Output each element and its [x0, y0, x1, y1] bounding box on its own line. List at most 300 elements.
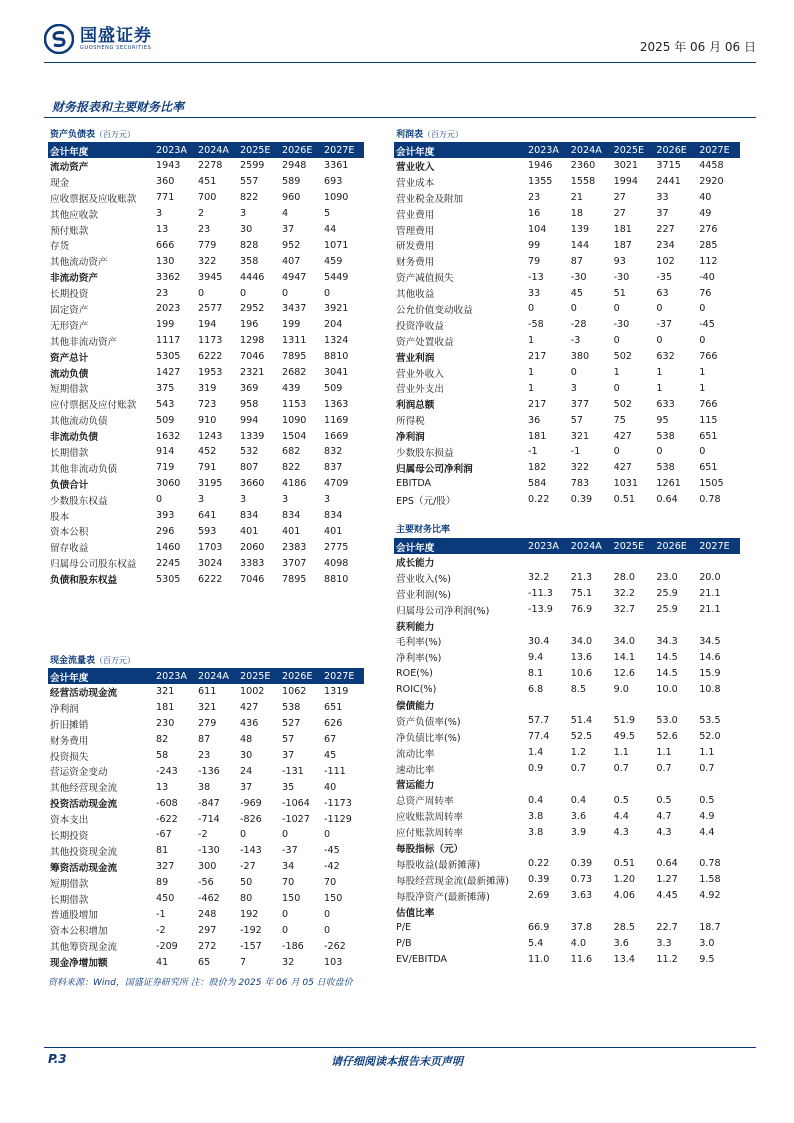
row-value: 651	[699, 430, 718, 442]
table-title	[394, 127, 740, 143]
row-value: 682	[282, 446, 301, 458]
row-value: 1	[528, 382, 535, 394]
row-value: 1.1	[656, 747, 672, 759]
table-row	[48, 158, 364, 174]
table-row	[48, 349, 364, 365]
row-label: 长期投资	[50, 830, 89, 842]
row-value: 81	[156, 845, 169, 857]
row-label: EBITDA	[396, 478, 432, 490]
row-value: 3041	[324, 367, 349, 379]
row-value: 401	[324, 525, 343, 537]
row-value: 27	[613, 208, 626, 220]
row-value: -13	[528, 271, 544, 283]
row-value: 1363	[324, 398, 349, 410]
row-label: 归属母公司股东权益	[50, 559, 137, 571]
row-value: 57	[282, 734, 295, 746]
row-value: 199	[156, 319, 175, 331]
row-value: 21.1	[699, 588, 721, 600]
table-unit: （百万元）	[423, 130, 464, 139]
header-year-cell: 2027E	[699, 145, 730, 156]
row-value: 32.7	[613, 604, 635, 616]
row-value: 22.7	[656, 921, 678, 933]
row-value: -111	[324, 765, 346, 777]
row-value: 13	[156, 781, 169, 793]
row-value: 832	[324, 446, 343, 458]
row-value: -131	[282, 765, 304, 777]
table-row	[394, 935, 740, 951]
row-value: 28.5	[613, 921, 635, 933]
table-row	[48, 795, 364, 811]
row-value: 204	[324, 319, 343, 331]
row-value: 21.1	[699, 604, 721, 616]
row-label: 其他收益	[396, 289, 435, 301]
row-label: 负债合计	[50, 479, 89, 491]
row-value: 632	[656, 351, 675, 363]
row-value: 2682	[282, 367, 307, 379]
row-value: 2383	[282, 541, 307, 553]
row-value: 380	[570, 351, 590, 363]
table-row	[394, 872, 740, 888]
row-value: 4458	[699, 160, 724, 172]
table-row	[394, 222, 740, 238]
row-value: 45	[324, 750, 337, 761]
row-label: 其他流动资产	[50, 257, 108, 269]
row-value: 3.63	[570, 890, 593, 902]
table-row	[394, 665, 740, 681]
row-label: 应收票据及应收账款	[50, 193, 137, 205]
table-row	[48, 237, 364, 253]
row-value: -45	[699, 319, 715, 331]
row-value: 5	[324, 208, 331, 220]
row-label: 预付账款	[50, 225, 89, 237]
table-row	[48, 317, 364, 333]
table-row	[394, 808, 740, 824]
table-row	[48, 333, 364, 349]
row-value: 1.2	[570, 747, 587, 759]
row-value: 7895	[282, 351, 307, 363]
table-row	[48, 539, 364, 555]
row-value: 509	[156, 414, 175, 426]
row-value: 192	[240, 908, 259, 920]
table-row	[394, 856, 740, 872]
row-label: 财务费用	[50, 735, 89, 747]
row-value: 994	[240, 414, 259, 426]
row-label: 流动资产	[50, 161, 89, 173]
row-value: 296	[156, 525, 175, 537]
row-value: 12.6	[613, 667, 635, 679]
table-row	[394, 761, 740, 777]
row-value: 3	[198, 494, 205, 506]
row-value: 1031	[613, 478, 639, 490]
row-value: 181	[528, 430, 547, 442]
row-value: -30	[613, 319, 630, 331]
row-value: 51.9	[613, 715, 635, 727]
row-value: 70	[282, 877, 295, 889]
row-value: 2360	[570, 160, 596, 172]
table-row	[48, 428, 364, 444]
row-value: 719	[156, 462, 175, 474]
row-value: 3707	[282, 557, 307, 569]
row-label: 资产负债率(%)	[396, 716, 461, 728]
row-value: 10.8	[699, 683, 721, 695]
row-value: 87	[198, 734, 211, 746]
row-value: -30	[570, 271, 587, 283]
row-value: 1994	[613, 176, 639, 188]
table-row	[394, 412, 740, 428]
row-value: 1946	[528, 160, 553, 172]
row-value: 53.0	[656, 715, 678, 727]
row-label: 总资产周转率	[396, 796, 454, 808]
row-value: -1027	[282, 813, 310, 825]
row-value: 13	[156, 224, 169, 235]
table-row	[48, 811, 364, 827]
table-row	[394, 333, 740, 349]
row-value: 593	[198, 525, 217, 537]
row-value: -622	[156, 813, 178, 825]
header-year-cell: 2023A	[156, 145, 187, 156]
row-value: 538	[282, 702, 301, 714]
row-value: 102	[656, 255, 675, 267]
row-value: 51.4	[570, 715, 593, 727]
row-value: 451	[198, 176, 217, 188]
row-value: 16	[528, 208, 541, 220]
row-value: 34.5	[699, 635, 721, 647]
row-value: 23	[198, 224, 211, 235]
row-value: 1319	[324, 686, 349, 698]
row-value: 1090	[282, 414, 307, 426]
row-value: 4.45	[656, 890, 678, 902]
row-label: 少数股东损益	[396, 447, 454, 459]
table-row	[48, 843, 364, 859]
row-value: 8.5	[570, 683, 587, 695]
row-value: 150	[324, 893, 343, 905]
row-label: 每股净资产(最新摊薄)	[396, 891, 490, 903]
row-value: 1090	[324, 192, 349, 204]
row-label: 经营活动现金流	[50, 687, 118, 699]
row-value: 52.5	[570, 731, 593, 743]
row-value: 51	[613, 287, 626, 299]
row-value: 0.4	[570, 794, 587, 806]
table-title-text: 资产负债表	[50, 130, 96, 140]
income-statement-table	[394, 127, 740, 508]
row-value: 5305	[156, 573, 181, 585]
row-value: -714	[198, 813, 220, 825]
table-row	[48, 700, 364, 716]
row-value: 37	[240, 781, 253, 793]
row-value: 360	[156, 176, 175, 188]
row-value: -67	[156, 829, 172, 841]
row-value: 1062	[282, 686, 307, 698]
row-label: 长期投资	[50, 289, 89, 301]
row-value: 181	[156, 702, 175, 714]
row-label: 营业利润	[396, 352, 435, 364]
row-value: 766	[699, 398, 718, 410]
row-value: 1	[528, 367, 535, 379]
row-label: 归属母公司净利润	[396, 463, 473, 475]
table-row	[394, 633, 740, 649]
row-value: 0	[324, 908, 331, 920]
row-value: 651	[699, 462, 718, 474]
row-label: 股本	[50, 511, 70, 523]
row-label: 短期借款	[50, 384, 89, 396]
row-value: 25.9	[656, 588, 678, 600]
row-value: 8810	[324, 573, 349, 585]
row-value: 6222	[198, 351, 223, 363]
row-label: 其他非流动资产	[50, 336, 118, 348]
table-row	[394, 713, 740, 729]
row-value: -136	[198, 765, 220, 777]
row-value: 1.58	[699, 874, 721, 886]
row-value: 319	[198, 382, 217, 394]
table-row	[48, 492, 364, 508]
row-value: 1	[656, 382, 663, 394]
row-value: 21	[570, 192, 584, 204]
row-value: 3.0	[699, 937, 715, 949]
row-value: 0.39	[570, 858, 593, 870]
row-value: 2577	[198, 303, 223, 315]
header-divider	[44, 62, 756, 63]
row-value: 32	[282, 956, 295, 968]
table-row	[48, 285, 364, 301]
row-value: 538	[656, 462, 675, 474]
row-value: 144	[570, 239, 590, 251]
row-label: 其他应收款	[50, 209, 98, 221]
table-row	[394, 951, 740, 967]
row-value: 196	[240, 319, 259, 331]
table-row	[394, 237, 740, 253]
row-label: 偿债能力	[396, 700, 435, 712]
row-value: 834	[324, 510, 343, 522]
row-value: -37	[282, 845, 298, 857]
row-value: 3362	[156, 271, 181, 283]
row-value: 234	[656, 239, 675, 251]
row-value: 502	[613, 351, 632, 363]
row-label: P/B	[396, 937, 412, 949]
row-value: 76.9	[570, 604, 593, 616]
row-label: 每股经营现金流(最新摊薄)	[396, 875, 510, 887]
row-value: 2	[198, 208, 205, 220]
row-label: 营业税金及附加	[396, 193, 464, 205]
table-row	[48, 555, 364, 571]
row-value: 960	[282, 192, 301, 204]
row-value: 557	[240, 176, 259, 188]
table-row	[394, 301, 740, 317]
row-value: 0.39	[528, 874, 550, 886]
row-label: 其他流动负债	[50, 416, 108, 428]
table-row	[48, 476, 364, 492]
row-value: -143	[240, 845, 262, 857]
row-value: 58	[156, 750, 169, 761]
row-value: -2	[198, 829, 208, 841]
row-value: 3.6	[570, 810, 587, 822]
row-value: -1064	[282, 797, 310, 809]
header-label-cell: 会计年度	[396, 146, 435, 158]
row-value: 436	[240, 718, 259, 730]
row-value: 49.5	[613, 731, 635, 743]
row-value: 24	[240, 765, 253, 777]
row-value: -130	[198, 845, 220, 857]
header-year-cell: 2024A	[570, 145, 602, 156]
table-row	[48, 365, 364, 381]
table-title-text: 主要财务比率	[396, 525, 451, 535]
table-row	[48, 380, 364, 396]
row-value: 1339	[240, 430, 265, 442]
row-value: 23	[198, 750, 211, 761]
table-row	[394, 586, 740, 602]
table-row	[48, 460, 364, 476]
row-value: 0.51	[613, 494, 635, 506]
row-value: 4.92	[699, 890, 721, 902]
table-row	[394, 745, 740, 761]
row-value: 5.4	[528, 937, 544, 949]
row-value: 65	[198, 956, 211, 968]
section-title: 财务报表和主要财务比率	[52, 100, 185, 114]
table-title	[394, 523, 740, 539]
row-value: 3	[156, 208, 163, 220]
row-value: 358	[240, 255, 259, 267]
source-note: 资料来源：Wind，国盛证券研究所 注：股价为 2025 年 06 月 05 日收盘价	[48, 978, 353, 988]
row-value: -969	[240, 797, 262, 809]
row-label: 折旧摊销	[50, 719, 89, 731]
row-value: 1071	[324, 239, 349, 251]
row-value: 1427	[156, 367, 181, 379]
row-value: 66.9	[528, 921, 550, 933]
table-row	[394, 158, 740, 174]
row-value: -27	[240, 861, 256, 873]
cash-flow-table	[48, 653, 364, 970]
company-logo	[44, 24, 152, 54]
row-value: 322	[198, 255, 217, 267]
row-label: 营业外支出	[396, 384, 444, 396]
row-value: 18.7	[699, 921, 721, 933]
row-label: 存货	[50, 241, 70, 253]
row-value: 4098	[324, 557, 349, 569]
row-value: 0.7	[699, 763, 715, 775]
row-value: 1	[656, 367, 663, 379]
row-value: 1	[699, 367, 706, 379]
row-value: -209	[156, 940, 178, 952]
row-value: 227	[656, 224, 675, 235]
row-value: 2245	[156, 557, 181, 569]
row-value: 6222	[198, 573, 223, 585]
row-value: 321	[156, 686, 175, 698]
row-label: 公允价值变动收益	[396, 304, 473, 316]
row-value: 28.0	[613, 572, 635, 584]
header-year-cell: 2027E	[324, 145, 355, 156]
row-value: 139	[570, 224, 590, 235]
header-year-cell: 2026E	[656, 145, 687, 156]
row-value: 4.3	[613, 826, 629, 838]
row-value: 807	[240, 462, 259, 474]
row-label: 筹资活动现金流	[50, 862, 118, 874]
row-label: 长期借款	[50, 894, 89, 906]
row-value: 1	[528, 335, 535, 347]
row-value: 822	[240, 192, 259, 204]
row-value: 1	[699, 382, 706, 394]
table-row	[48, 938, 364, 954]
row-value: 23	[156, 287, 169, 299]
row-label: 营业成本	[396, 177, 435, 189]
row-value: 1169	[324, 414, 349, 426]
table-header-row	[394, 143, 740, 158]
row-value: 0.9	[528, 763, 544, 775]
table-row	[48, 206, 364, 222]
table-row	[394, 618, 740, 634]
header-year-cell: 2025E	[613, 541, 645, 552]
row-value: 99	[528, 239, 541, 251]
row-value: 2952	[240, 303, 265, 315]
table-row	[394, 681, 740, 697]
table-row	[48, 954, 364, 970]
table-row	[48, 222, 364, 238]
page-number: P.3	[48, 1052, 67, 1066]
row-label: 归属母公司净利润(%)	[396, 605, 490, 617]
header-year-cell: 2024A	[198, 671, 229, 682]
row-value: 4.3	[656, 826, 672, 838]
row-value: 0	[656, 303, 663, 315]
table-row	[394, 904, 740, 920]
row-label: EV/EBITDA	[396, 953, 447, 965]
row-value: 34	[282, 861, 295, 873]
row-value: 45	[570, 287, 584, 299]
row-value: 57.7	[528, 715, 550, 727]
row-value: 0	[570, 367, 577, 379]
row-value: -157	[240, 940, 262, 952]
row-value: 20.0	[699, 572, 721, 584]
row-label: 投资活动现金流	[50, 799, 118, 811]
row-value: 407	[282, 255, 301, 267]
table-row	[48, 827, 364, 843]
row-value: 1173	[198, 335, 223, 347]
row-label: 投资净收益	[396, 320, 444, 332]
row-value: 3	[324, 494, 331, 506]
row-value: 34.0	[613, 635, 635, 647]
row-value: 0.78	[699, 858, 721, 870]
row-value: 67	[324, 734, 337, 746]
row-value: 7895	[282, 573, 307, 585]
row-value: 82	[156, 734, 169, 746]
row-value: 103	[324, 956, 343, 968]
row-value: 0	[324, 829, 331, 841]
row-value: 3921	[324, 303, 349, 315]
row-label: 每股收益(最新摊薄)	[396, 859, 481, 871]
header-label-cell: 会计年度	[50, 146, 89, 158]
row-value: 0.5	[699, 794, 715, 806]
row-value: 279	[198, 718, 217, 730]
page-header	[44, 20, 756, 68]
row-label: 营运能力	[396, 780, 435, 792]
row-value: 9.5	[699, 953, 715, 965]
table-row	[48, 412, 364, 428]
row-value: 401	[240, 525, 259, 537]
row-value: 18	[570, 208, 584, 220]
row-value: -56	[198, 877, 214, 889]
row-label: ROIC(%)	[396, 683, 437, 695]
table-row	[48, 508, 364, 524]
row-value: -45	[324, 845, 340, 857]
table-row	[394, 269, 740, 285]
table-row	[394, 396, 740, 412]
row-label: 应付账款周转率	[396, 828, 464, 840]
row-value: 4709	[324, 478, 349, 490]
table-title	[48, 653, 364, 669]
row-value: 1505	[699, 478, 724, 490]
row-value: 5449	[324, 271, 349, 283]
row-value: 783	[570, 478, 590, 490]
row-label: EPS（元/股）	[396, 495, 456, 507]
row-value: 57	[570, 414, 584, 426]
row-value: 3024	[198, 557, 223, 569]
